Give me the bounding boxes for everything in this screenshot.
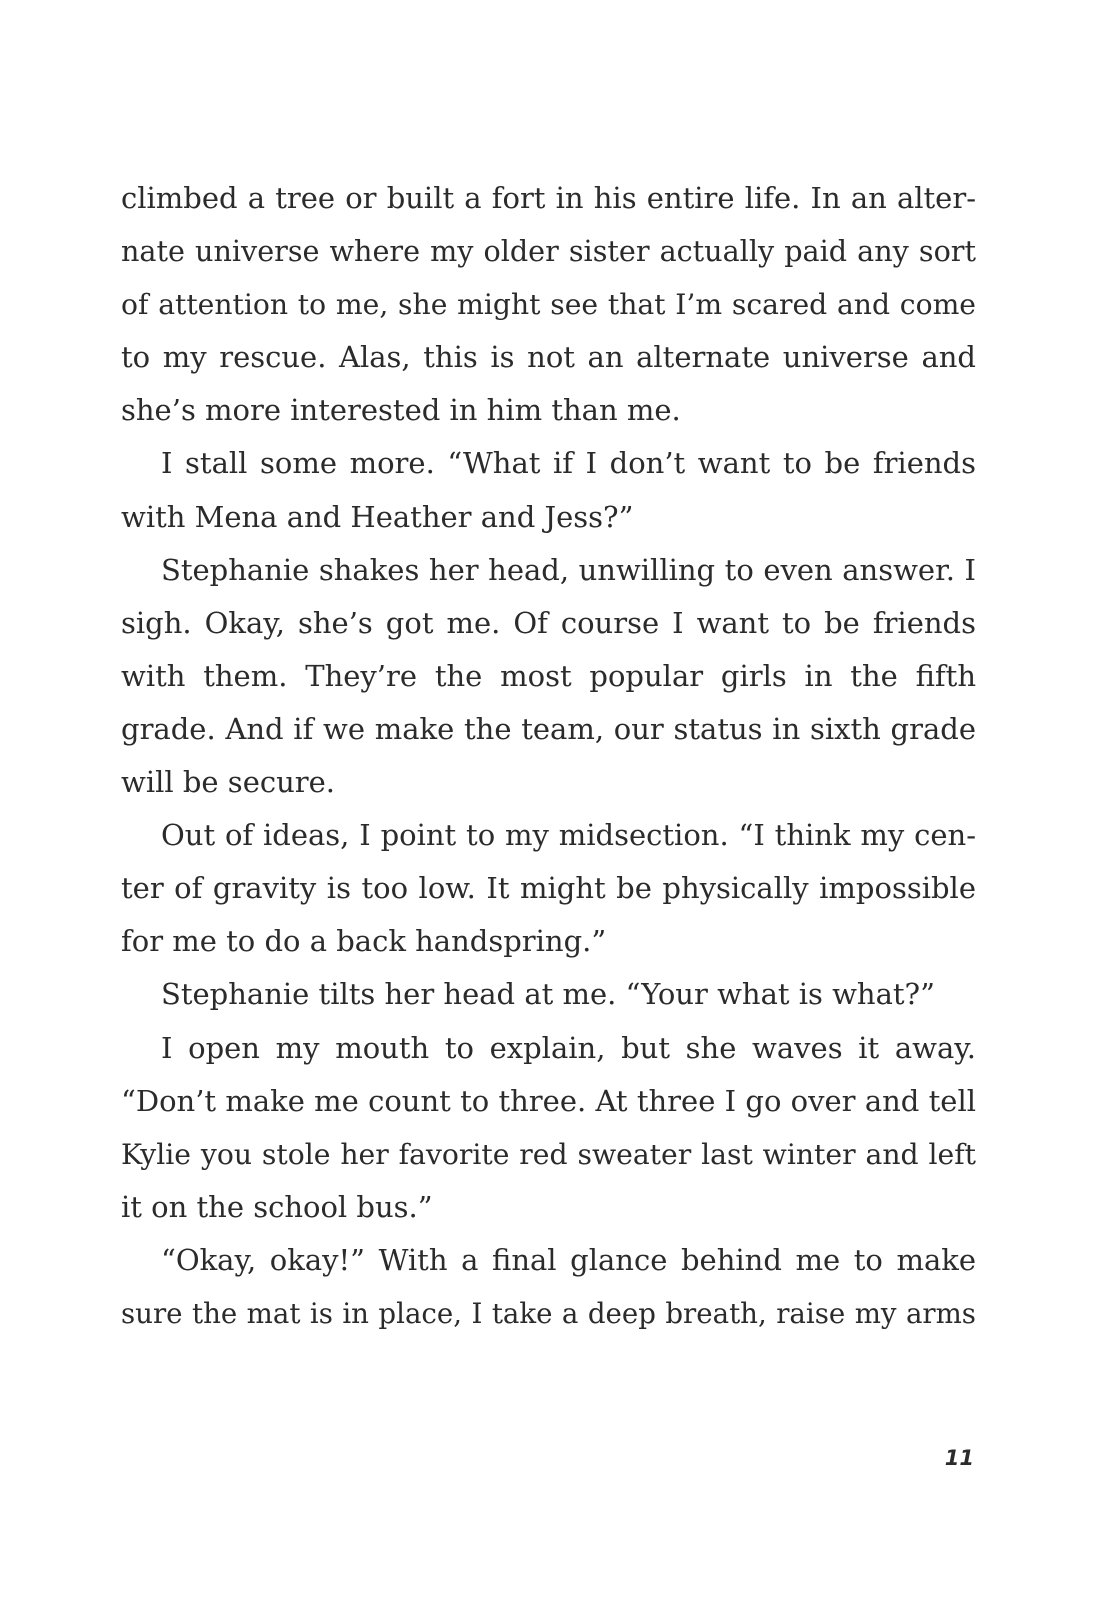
text-line: ter of gravity is too low. It might be physically impossible (121, 871, 976, 906)
text-line: grade. And if we make the team, our status in sixth grade (121, 711, 976, 746)
text-line: “Okay, okay!” With a final glance behind me to make (161, 1242, 976, 1277)
text-line: climbed a tree or built a fort in his entire life. In an alter- (121, 181, 976, 215)
text-line: with them. They’re the most popular girls in the fifth (121, 658, 976, 693)
text-line: she’s more interested in him than me. (121, 393, 681, 428)
text-line: will be secure. (121, 765, 336, 800)
body-text (121, 172, 976, 1340)
text-line: I stall some more. “What if I don’t want to be friends (161, 446, 976, 481)
text-line: for me to do a back handspring.” (121, 924, 607, 959)
text-line: to my rescue. Alas, this is not an alternate universe and (121, 340, 976, 375)
text-line: Stephanie shakes her head, unwilling to even answer. I (161, 552, 976, 587)
text-line: of attention to me, she might see that I’m scared and come (121, 288, 976, 322)
text-line: “Don’t make me count to three. At three I go over and tell (121, 1083, 976, 1118)
text-line: Stephanie tilts her head at me. “Your what is what?” (161, 977, 935, 1012)
text-line: Out of ideas, I point to my midsection. “I think my cen- (161, 818, 976, 853)
page-number: 11 (944, 1446, 974, 1470)
text-line: it on the school bus.” (121, 1189, 433, 1224)
text-line: sure the mat is in place, I take a deep breath, raise my arms (121, 1296, 976, 1330)
text-line: with Mena and Heather and Jess?” (121, 499, 634, 534)
text-line: I open my mouth to explain, but she waves it away. (161, 1030, 976, 1065)
text-line: sigh. Okay, she’s got me. Of course I want to be friends (121, 605, 976, 640)
text-line: nate universe where my older sister actually paid any sort (121, 234, 976, 269)
text-line: Kylie you stole her favorite red sweater last winter and left (121, 1137, 976, 1171)
